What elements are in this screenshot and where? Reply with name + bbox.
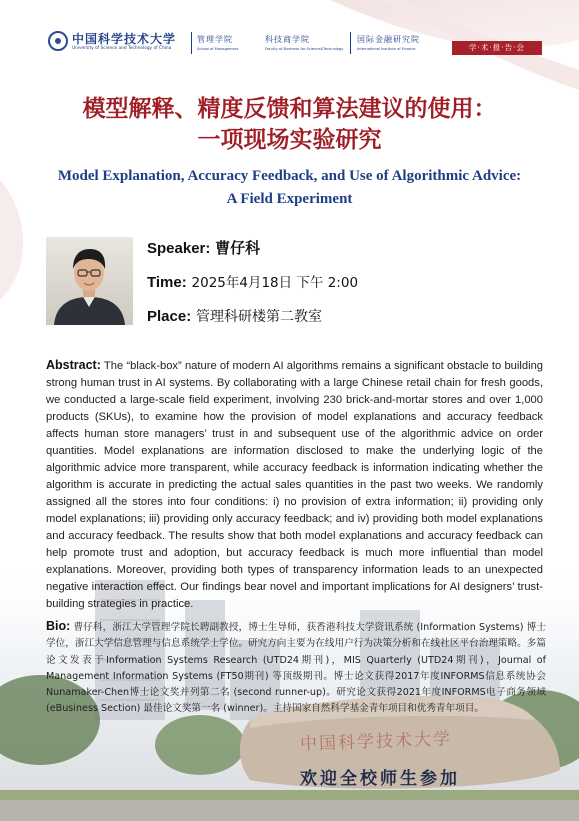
school-management: 管理学院 School of Management: [197, 35, 239, 51]
speaker-label: Speaker:: [147, 240, 211, 257]
title-cn-line-1: 模型解释、精度反馈和算法建议的使用：: [82, 95, 497, 122]
title-en-line-2: A Field Experiment: [226, 191, 353, 207]
speaker-line: [147, 237, 260, 258]
time-label: Time:: [147, 274, 187, 291]
header-divider: [191, 32, 192, 54]
abstract-label: Abstract:: [46, 358, 101, 372]
school-business-science: 科技商学院 Faculty of Business for Science&Technology: [265, 35, 344, 51]
place-line: [147, 306, 322, 326]
time-line: [147, 271, 358, 291]
title-cn-line-2: 一项现场实验研究: [197, 126, 382, 153]
speaker-name: 曹仔科: [215, 239, 261, 257]
time-value: 2025年4月18日 下午 2:00: [191, 275, 359, 291]
university-name-en: University of Science and Technology of China: [72, 46, 172, 51]
abstract-paragraph: [46, 357, 543, 613]
event-tag: 学·术·报·告·会: [452, 41, 542, 55]
university-seal-icon: [48, 31, 68, 51]
place-value: 管理科研楼第二教室: [195, 309, 322, 325]
header-bar: [0, 22, 579, 66]
bio-label: Bio:: [46, 619, 71, 633]
stone-inscription: 中国科学技术大学: [299, 729, 453, 755]
abstract-text: The “black-box” nature of modern AI algorithms remains a significant obstacle to building strong human trust in AI systems. By collaborating with a large Chinese retail chain for fresh goods, we conducted a large-scale field experiment, involving 230 brick-and-mortar stores and over 1,000 products (SKUs), to examine how the provision of model explanations and accuracy feedback affects human store managers’ trust in and subsequent use of the algorithmic advice on order quantities. Model explanations are information disclosed to make the underlying logic of the algorithmic advice more transparent, while accuracy feedback is information indicating whether the algorithm is accurate in predicting the actual sales quantities in the past two weeks. We randomly assigned all the stores into four conditions: i) no provision of extra information; ii) providing only model explanations; iii) providing only accuracy feedback; and iv) providing both model explanations and accuracy feedback. The results show that both model explanations and accuracy feedback can help promote trust and adoption, but accuracy feedback is much more influential than model explanations. Moreover, providing both types of transparency information leads to an unexpected negative interaction effect. Our findings bear novel and important implications for AI designers’ trust-building strategies in practice.: [46, 360, 544, 610]
university-name-cn: 中国科学技术大学: [72, 32, 177, 46]
welcome-text: 欢迎全校师生参加: [300, 769, 460, 789]
speaker-photo: [46, 237, 133, 325]
header-divider: [350, 32, 351, 54]
title-en-line-1: Model Explanation, Accuracy Feedback, and Use of Algorithmic Advice:: [57, 168, 522, 184]
place-label: Place:: [147, 308, 192, 325]
bio-paragraph: [46, 618, 546, 718]
bio-text: 曹仔科，浙江大学管理学院长聘副教授，博士生导师，获香港科技大学资讯系统 (Information Systems) 博士学位，浙江大学信息管理与信息系统学士学位。研究方向主要为在线用户行为决策分析和在线社区平台治理策略。多篇论文发表于Information Systems Research (UTD24期刊)，MIS Quarterly (UTD24期刊)，Journal of Management Information Systems (FT50期刊) 等顶级期刊。博士论文获得2017年度INFORMS信息系统协会Nunamaker-Chen博士论文奖并列第二名 (second runner-up)。研究论文获得2021年度INFORMS电子商务领域 (eBusiness Section) 最佳论文奖第一名 (winner)。主持国家自然科学基金青年项目和优秀青年项目。: [46, 622, 546, 715]
school-finance-institute: 国际金融研究院 International Institute of Finance: [357, 35, 420, 51]
